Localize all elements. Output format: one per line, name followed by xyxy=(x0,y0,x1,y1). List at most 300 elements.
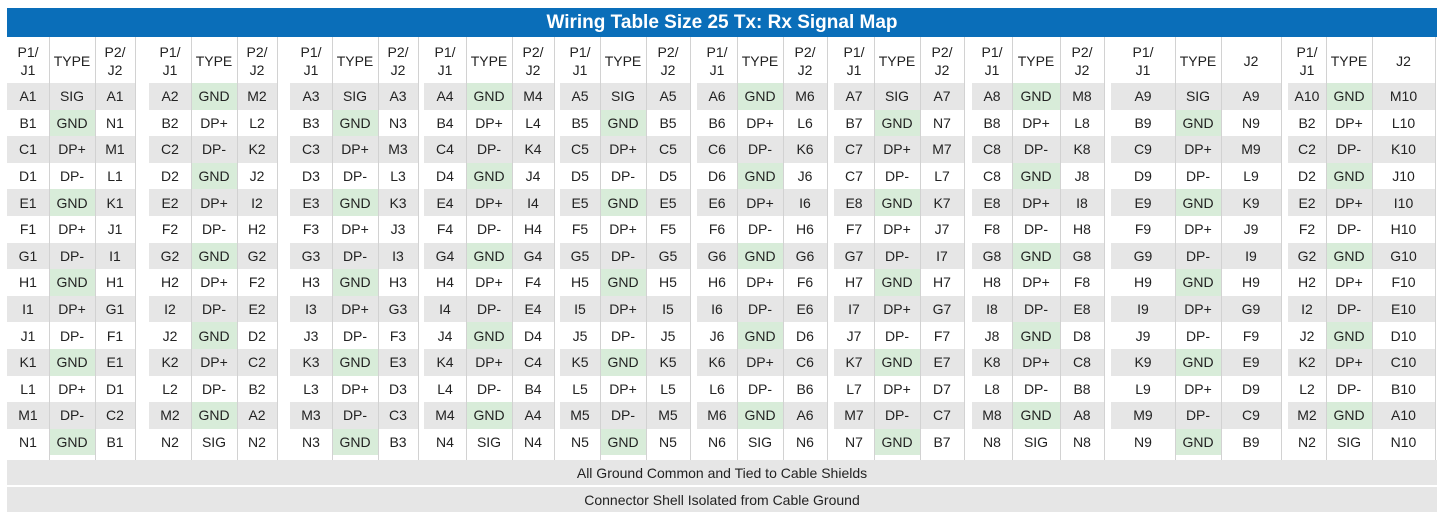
column-divider xyxy=(237,37,238,460)
signal-type-cell: SIG xyxy=(747,434,773,451)
p1-pin-cell: B7 xyxy=(845,114,863,131)
signal-type-cell: DP- xyxy=(1185,327,1211,344)
p2-pin-cell: M7 xyxy=(932,141,952,158)
type-header: TYPE xyxy=(1326,40,1372,82)
pin-group-7 xyxy=(834,37,964,460)
p1-pin-cell: A3 xyxy=(302,88,320,105)
signal-type-cell: GND xyxy=(466,83,512,110)
p1-pin-cell: F4 xyxy=(436,221,454,238)
p1-pin-cell: H2 xyxy=(1298,274,1316,291)
signal-type-cell: DP+ xyxy=(341,301,369,318)
p1-pin-cell: G2 xyxy=(1297,247,1317,264)
p2-pin-cell: N9 xyxy=(1242,114,1260,131)
signal-type-cell: DP- xyxy=(610,327,636,344)
signal-type-cell: GND xyxy=(600,269,646,296)
type-header: TYPE xyxy=(1012,40,1060,82)
signal-type-cell: SIG xyxy=(201,434,227,451)
p2-pin-cell: M9 xyxy=(1241,141,1261,158)
signal-type-cell: DP+ xyxy=(200,274,228,291)
signal-type-cell: DP+ xyxy=(200,354,228,371)
signal-type-cell: DP- xyxy=(1336,221,1362,238)
p1-pin-cell: J7 xyxy=(846,327,862,344)
p2-pin-cell: F1 xyxy=(106,327,124,344)
p1-pin-cell: F9 xyxy=(1134,221,1152,238)
p1-pin-cell: D2 xyxy=(1298,168,1316,185)
p1-pin-cell: I9 xyxy=(1137,301,1149,318)
p2-pin-cell: G5 xyxy=(658,247,678,264)
p1-pin-cell: B8 xyxy=(983,114,1001,131)
signal-type-cell: DP- xyxy=(884,168,910,185)
signal-type-cell: GND xyxy=(874,110,920,137)
column-divider xyxy=(1175,37,1176,460)
p1-pin-cell: L5 xyxy=(572,380,588,397)
p2-pin-cell: H10 xyxy=(1390,221,1417,238)
p2-pin-cell: E9 xyxy=(1242,354,1260,371)
signal-type-cell: SIG xyxy=(1336,434,1362,451)
p1-pin-cell: C8 xyxy=(983,141,1001,158)
signal-type-cell: DP- xyxy=(884,247,910,264)
p2-pin-cell: A6 xyxy=(796,407,814,424)
signal-type-cell: GND xyxy=(1326,243,1372,270)
p1-pin-cell: F2 xyxy=(161,221,179,238)
p1-pin-cell: N7 xyxy=(845,434,863,451)
signal-type-cell: GND xyxy=(1175,269,1221,296)
signal-type-cell: DP+ xyxy=(341,141,369,158)
p2-pin-cell: F6 xyxy=(796,274,814,291)
signal-type-cell: SIG xyxy=(342,88,368,105)
signal-type-cell: DP+ xyxy=(475,354,503,371)
pin-group-4 xyxy=(424,37,554,460)
p2-pin-cell: L10 xyxy=(1391,114,1416,131)
signal-type-cell: DP+ xyxy=(1184,221,1212,238)
p1-pin-cell: B2 xyxy=(161,114,179,131)
column-divider xyxy=(1435,37,1436,460)
signal-type-cell: GND xyxy=(191,243,237,270)
p1-pin-cell: B6 xyxy=(708,114,726,131)
p1-pin-cell: E2 xyxy=(1298,194,1316,211)
signal-type-cell: GND xyxy=(737,243,783,270)
signal-type-cell: GND xyxy=(49,429,95,456)
p1-pin-cell: E6 xyxy=(708,194,726,211)
p2-pin-cell: A4 xyxy=(524,407,542,424)
p2-header: P2/ J2 xyxy=(920,40,964,82)
p2-pin-cell: K4 xyxy=(524,141,542,158)
p1-pin-cell: C5 xyxy=(571,141,589,158)
p1-header: P1/ J1 xyxy=(7,40,49,82)
p1-pin-cell: N1 xyxy=(19,434,37,451)
p1-pin-cell: L8 xyxy=(984,380,1000,397)
column-divider xyxy=(783,37,784,460)
p1-header: P1/ J1 xyxy=(1288,40,1326,82)
signal-type-cell: GND xyxy=(191,163,237,190)
p2-pin-cell: G10 xyxy=(1390,247,1417,264)
p1-pin-cell: B5 xyxy=(571,114,589,131)
signal-type-cell: GND xyxy=(1175,189,1221,216)
signal-type-cell: DP- xyxy=(747,141,773,158)
signal-type-cell: GND xyxy=(600,110,646,137)
signal-type-cell: DP+ xyxy=(1184,141,1212,158)
p1-pin-cell: L2 xyxy=(1299,380,1315,397)
p1-pin-cell: M2 xyxy=(160,407,180,424)
p2-pin-cell: L3 xyxy=(390,168,406,185)
signal-type-cell: DP+ xyxy=(746,274,774,291)
column-divider xyxy=(95,37,96,460)
p2-pin-cell: E6 xyxy=(796,301,814,318)
signal-type-cell: GND xyxy=(49,110,95,137)
p2-pin-cell: E5 xyxy=(659,194,677,211)
signal-type-cell: GND xyxy=(49,349,95,376)
p2-pin-cell: H4 xyxy=(524,221,542,238)
p1-pin-cell: C4 xyxy=(436,141,454,158)
p2-pin-cell: B2 xyxy=(248,380,266,397)
p2-pin-cell: E8 xyxy=(1073,301,1091,318)
p1-pin-cell: J3 xyxy=(303,327,319,344)
p2-pin-cell: B9 xyxy=(1242,434,1260,451)
p1-pin-cell: C3 xyxy=(302,141,320,158)
signal-type-cell: DP+ xyxy=(1184,380,1212,397)
column-divider xyxy=(1221,37,1222,460)
p1-pin-cell: L7 xyxy=(846,380,862,397)
signal-type-cell: DP+ xyxy=(1022,354,1050,371)
pin-group-8 xyxy=(972,37,1104,460)
table-title: Wiring Table Size 25 Tx: Rx Signal Map xyxy=(7,8,1437,37)
p1-pin-cell: D2 xyxy=(161,168,179,185)
p2-pin-cell: F5 xyxy=(659,221,677,238)
p2-header: P2/ J2 xyxy=(646,40,690,82)
signal-type-cell: DP+ xyxy=(746,114,774,131)
p2-pin-cell: I4 xyxy=(527,194,539,211)
p2-pin-cell: F10 xyxy=(1391,274,1416,291)
p2-pin-cell: F9 xyxy=(1242,327,1260,344)
p1-pin-cell: F8 xyxy=(983,221,1001,238)
signal-type-cell: DP+ xyxy=(883,221,911,238)
p1-pin-cell: F5 xyxy=(571,221,589,238)
signal-type-cell: GND xyxy=(600,429,646,456)
p1-pin-cell: M7 xyxy=(844,407,864,424)
p1-pin-cell: L9 xyxy=(1135,380,1151,397)
p2-pin-cell: J10 xyxy=(1392,168,1415,185)
signal-type-cell: GND xyxy=(49,269,95,296)
signal-type-cell: DP- xyxy=(884,327,910,344)
p1-pin-cell: D3 xyxy=(302,168,320,185)
p2-pin-cell: E1 xyxy=(106,354,124,371)
signal-type-cell: DP- xyxy=(747,301,773,318)
p2-pin-cell: G1 xyxy=(105,301,125,318)
p1-header: P1/ J1 xyxy=(149,40,191,82)
column-divider xyxy=(690,37,691,460)
p1-pin-cell: J5 xyxy=(572,327,588,344)
p2-pin-cell: L2 xyxy=(249,114,265,131)
p1-pin-cell: L2 xyxy=(162,380,178,397)
p1-pin-cell: F6 xyxy=(708,221,726,238)
p2-pin-cell: M2 xyxy=(247,88,267,105)
p1-pin-cell: J8 xyxy=(984,327,1000,344)
column-divider xyxy=(1326,37,1327,460)
signal-type-cell: GND xyxy=(1326,322,1372,349)
p1-pin-cell: C9 xyxy=(1134,141,1152,158)
p2-pin-cell: J7 xyxy=(934,221,950,238)
signal-type-cell: DP+ xyxy=(1022,274,1050,291)
type-header: TYPE xyxy=(737,40,783,82)
signal-type-cell: GND xyxy=(600,189,646,216)
p2-pin-cell: I2 xyxy=(251,194,263,211)
signal-type-cell: DP- xyxy=(201,141,227,158)
signal-type-cell: DP+ xyxy=(1335,354,1363,371)
p2-pin-cell: I9 xyxy=(1245,247,1257,264)
p1-pin-cell: L6 xyxy=(709,380,725,397)
p1-pin-cell: H5 xyxy=(571,274,589,291)
p2-pin-cell: J6 xyxy=(797,168,813,185)
p2-pin-cell: B5 xyxy=(659,114,677,131)
signal-type-cell: SIG xyxy=(884,88,910,105)
signal-type-cell: DP- xyxy=(476,380,502,397)
p2-pin-cell: B8 xyxy=(1073,380,1091,397)
p1-pin-cell: I4 xyxy=(439,301,451,318)
p1-pin-cell: M6 xyxy=(707,407,727,424)
p2-pin-cell: M5 xyxy=(658,407,678,424)
signal-type-cell: GND xyxy=(1326,163,1372,190)
p1-pin-cell: K8 xyxy=(983,354,1001,371)
pin-group-5 xyxy=(560,37,690,460)
signal-type-cell: GND xyxy=(1012,402,1060,429)
column-divider xyxy=(512,37,513,460)
p2-pin-cell: I1 xyxy=(109,247,121,264)
signal-type-cell: DP+ xyxy=(200,114,228,131)
signal-type-cell: GND xyxy=(466,163,512,190)
p2-pin-cell: E10 xyxy=(1391,301,1416,318)
p2-pin-cell: J9 xyxy=(1243,221,1259,238)
p2-pin-cell: B7 xyxy=(933,434,951,451)
p1-pin-cell: K9 xyxy=(1134,354,1152,371)
signal-grid xyxy=(7,37,1437,460)
signal-type-cell: DP- xyxy=(476,301,502,318)
signal-type-cell: GND xyxy=(737,322,783,349)
signal-type-cell: DP+ xyxy=(1335,274,1363,291)
p2-pin-cell: G3 xyxy=(388,301,408,318)
type-header: TYPE xyxy=(466,40,512,82)
p1-header: P1/ J1 xyxy=(972,40,1012,82)
p2-pin-cell: M1 xyxy=(105,141,125,158)
p1-pin-cell: H9 xyxy=(1134,274,1152,291)
p1-pin-cell: H6 xyxy=(708,274,726,291)
p1-pin-cell: K6 xyxy=(708,354,726,371)
p2-pin-cell: C4 xyxy=(524,354,542,371)
p2-header: P2/ J2 xyxy=(378,40,418,82)
signal-type-cell: SIG xyxy=(1185,88,1211,105)
signal-type-cell: GND xyxy=(874,349,920,376)
p2-pin-cell: I6 xyxy=(799,194,811,211)
signal-type-cell: DP+ xyxy=(341,380,369,397)
p1-pin-cell: G8 xyxy=(982,247,1002,264)
p1-pin-cell: G2 xyxy=(160,247,180,264)
p2-pin-cell: N3 xyxy=(389,114,407,131)
signal-type-cell: DP- xyxy=(1185,247,1211,264)
p1-pin-cell: F1 xyxy=(19,221,37,238)
p1-pin-cell: G7 xyxy=(844,247,864,264)
signal-type-cell: DP- xyxy=(1185,407,1211,424)
p1-pin-cell: M2 xyxy=(1297,407,1317,424)
p2-pin-cell: I3 xyxy=(392,247,404,264)
pin-group-3 xyxy=(290,37,418,460)
p2-pin-cell: H8 xyxy=(1073,221,1091,238)
p2-pin-cell: C3 xyxy=(389,407,407,424)
p1-pin-cell: K5 xyxy=(571,354,589,371)
p2-pin-cell: K10 xyxy=(1391,141,1416,158)
p2-pin-cell: N7 xyxy=(933,114,951,131)
signal-type-cell: GND xyxy=(332,349,378,376)
p1-pin-cell: D4 xyxy=(436,168,454,185)
p1-pin-cell: I8 xyxy=(986,301,998,318)
p2-pin-cell: H5 xyxy=(659,274,677,291)
column-divider xyxy=(277,37,278,460)
p1-pin-cell: H1 xyxy=(19,274,37,291)
p2-pin-cell: L7 xyxy=(934,168,950,185)
column-divider xyxy=(920,37,921,460)
p2-pin-cell: K8 xyxy=(1073,141,1091,158)
p2-pin-cell: A2 xyxy=(248,407,266,424)
p2-pin-cell: D1 xyxy=(106,380,124,397)
p1-pin-cell: N2 xyxy=(161,434,179,451)
p1-pin-cell: N3 xyxy=(302,434,320,451)
p1-pin-cell: D9 xyxy=(1134,168,1152,185)
signal-type-cell: DP+ xyxy=(475,274,503,291)
p2-pin-cell: H6 xyxy=(796,221,814,238)
signal-type-cell: GND xyxy=(332,429,378,456)
p1-pin-cell: C2 xyxy=(161,141,179,158)
column-divider xyxy=(135,37,136,460)
type-header: TYPE xyxy=(874,40,920,82)
signal-type-cell: DP+ xyxy=(1184,301,1212,318)
p1-pin-cell: J4 xyxy=(437,327,453,344)
p2-pin-cell: J1 xyxy=(107,221,123,238)
p2-pin-cell: I7 xyxy=(936,247,948,264)
signal-type-cell: GND xyxy=(332,269,378,296)
signal-type-cell: GND xyxy=(466,243,512,270)
p1-pin-cell: E2 xyxy=(161,194,179,211)
signal-type-cell: DP+ xyxy=(883,301,911,318)
column-divider xyxy=(1372,37,1373,460)
p2-pin-cell: L1 xyxy=(107,168,123,185)
signal-type-cell: DP- xyxy=(1336,301,1362,318)
signal-type-cell: DP+ xyxy=(746,354,774,371)
p2-header: P2/ J2 xyxy=(783,40,827,82)
signal-type-cell: DP+ xyxy=(609,221,637,238)
p2-pin-cell: D2 xyxy=(248,327,266,344)
p2-pin-cell: A7 xyxy=(933,88,951,105)
p1-pin-cell: F7 xyxy=(845,221,863,238)
signal-type-cell: DP- xyxy=(342,168,368,185)
signal-type-cell: DP+ xyxy=(746,194,774,211)
pin-group-10 xyxy=(1288,37,1435,460)
signal-type-cell: GND xyxy=(1175,429,1221,456)
p1-pin-cell: L4 xyxy=(437,380,453,397)
p2-pin-cell: N4 xyxy=(524,434,542,451)
p2-pin-cell: B10 xyxy=(1391,380,1416,397)
signal-type-cell: DP+ xyxy=(883,141,911,158)
column-divider xyxy=(1281,37,1282,460)
p1-pin-cell: M1 xyxy=(18,407,38,424)
p1-pin-cell: C1 xyxy=(19,141,37,158)
p2-pin-cell: H2 xyxy=(248,221,266,238)
column-divider xyxy=(1012,37,1013,460)
signal-type-cell: DP- xyxy=(342,247,368,264)
column-divider xyxy=(378,37,379,460)
signal-type-cell: DP- xyxy=(747,221,773,238)
signal-type-cell: DP- xyxy=(1336,141,1362,158)
p2-pin-cell: D7 xyxy=(933,380,951,397)
column-divider xyxy=(646,37,647,460)
signal-type-cell: DP+ xyxy=(609,301,637,318)
p1-pin-cell: H7 xyxy=(845,274,863,291)
p2-header: J2 xyxy=(1372,40,1435,82)
signal-type-cell: SIG xyxy=(1023,434,1049,451)
p1-pin-cell: M3 xyxy=(301,407,321,424)
signal-type-cell: GND xyxy=(1175,349,1221,376)
type-header: TYPE xyxy=(49,40,95,82)
signal-type-cell: DP- xyxy=(1336,380,1362,397)
signal-type-cell: GND xyxy=(737,402,783,429)
p1-pin-cell: H2 xyxy=(161,274,179,291)
p1-header: P1/ J1 xyxy=(1111,40,1175,82)
type-header: TYPE xyxy=(332,40,378,82)
p2-pin-cell: E4 xyxy=(524,301,542,318)
signal-type-cell: DP- xyxy=(201,380,227,397)
p2-pin-cell: M4 xyxy=(523,88,543,105)
column-divider xyxy=(1104,37,1105,460)
p2-pin-cell: D3 xyxy=(389,380,407,397)
p2-pin-cell: N10 xyxy=(1390,434,1417,451)
signal-type-cell: GND xyxy=(49,189,95,216)
p2-header: P2/ J2 xyxy=(1060,40,1104,82)
signal-type-cell: DP+ xyxy=(58,380,86,397)
p1-pin-cell: F3 xyxy=(302,221,320,238)
p1-pin-cell: A10 xyxy=(1294,88,1320,105)
signal-type-cell: GND xyxy=(1012,163,1060,190)
p2-pin-cell: A10 xyxy=(1391,407,1416,424)
signal-type-cell: DP+ xyxy=(475,194,503,211)
column-divider xyxy=(827,37,828,460)
p1-pin-cell: E4 xyxy=(436,194,454,211)
p1-pin-cell: G5 xyxy=(570,247,590,264)
footer-shell-note: Connector Shell Isolated from Cable Ground xyxy=(7,487,1437,512)
signal-type-cell: GND xyxy=(191,402,237,429)
column-divider xyxy=(554,37,555,460)
signal-type-cell: GND xyxy=(191,83,237,110)
p1-pin-cell: N6 xyxy=(708,434,726,451)
p2-pin-cell: M3 xyxy=(388,141,408,158)
p2-pin-cell: F4 xyxy=(524,274,542,291)
p2-pin-cell: A9 xyxy=(1242,88,1260,105)
p2-pin-cell: G2 xyxy=(247,247,267,264)
p2-pin-cell: C10 xyxy=(1390,354,1417,371)
p1-pin-cell: C2 xyxy=(1298,141,1316,158)
p2-pin-cell: K9 xyxy=(1242,194,1260,211)
p2-pin-cell: H9 xyxy=(1242,274,1260,291)
p1-pin-cell: M8 xyxy=(982,407,1002,424)
p2-pin-cell: C5 xyxy=(659,141,677,158)
signal-type-cell: DP- xyxy=(476,221,502,238)
p2-pin-cell: E2 xyxy=(248,301,266,318)
p2-pin-cell: I10 xyxy=(1393,194,1414,211)
p1-pin-cell: M9 xyxy=(1133,407,1153,424)
p2-pin-cell: I5 xyxy=(662,301,674,318)
p1-pin-cell: L1 xyxy=(20,380,36,397)
p1-pin-cell: A1 xyxy=(19,88,37,105)
p2-pin-cell: G7 xyxy=(932,301,952,318)
signal-type-cell: DP- xyxy=(1023,301,1049,318)
p2-pin-cell: F3 xyxy=(389,327,407,344)
p2-pin-cell: B1 xyxy=(106,434,124,451)
